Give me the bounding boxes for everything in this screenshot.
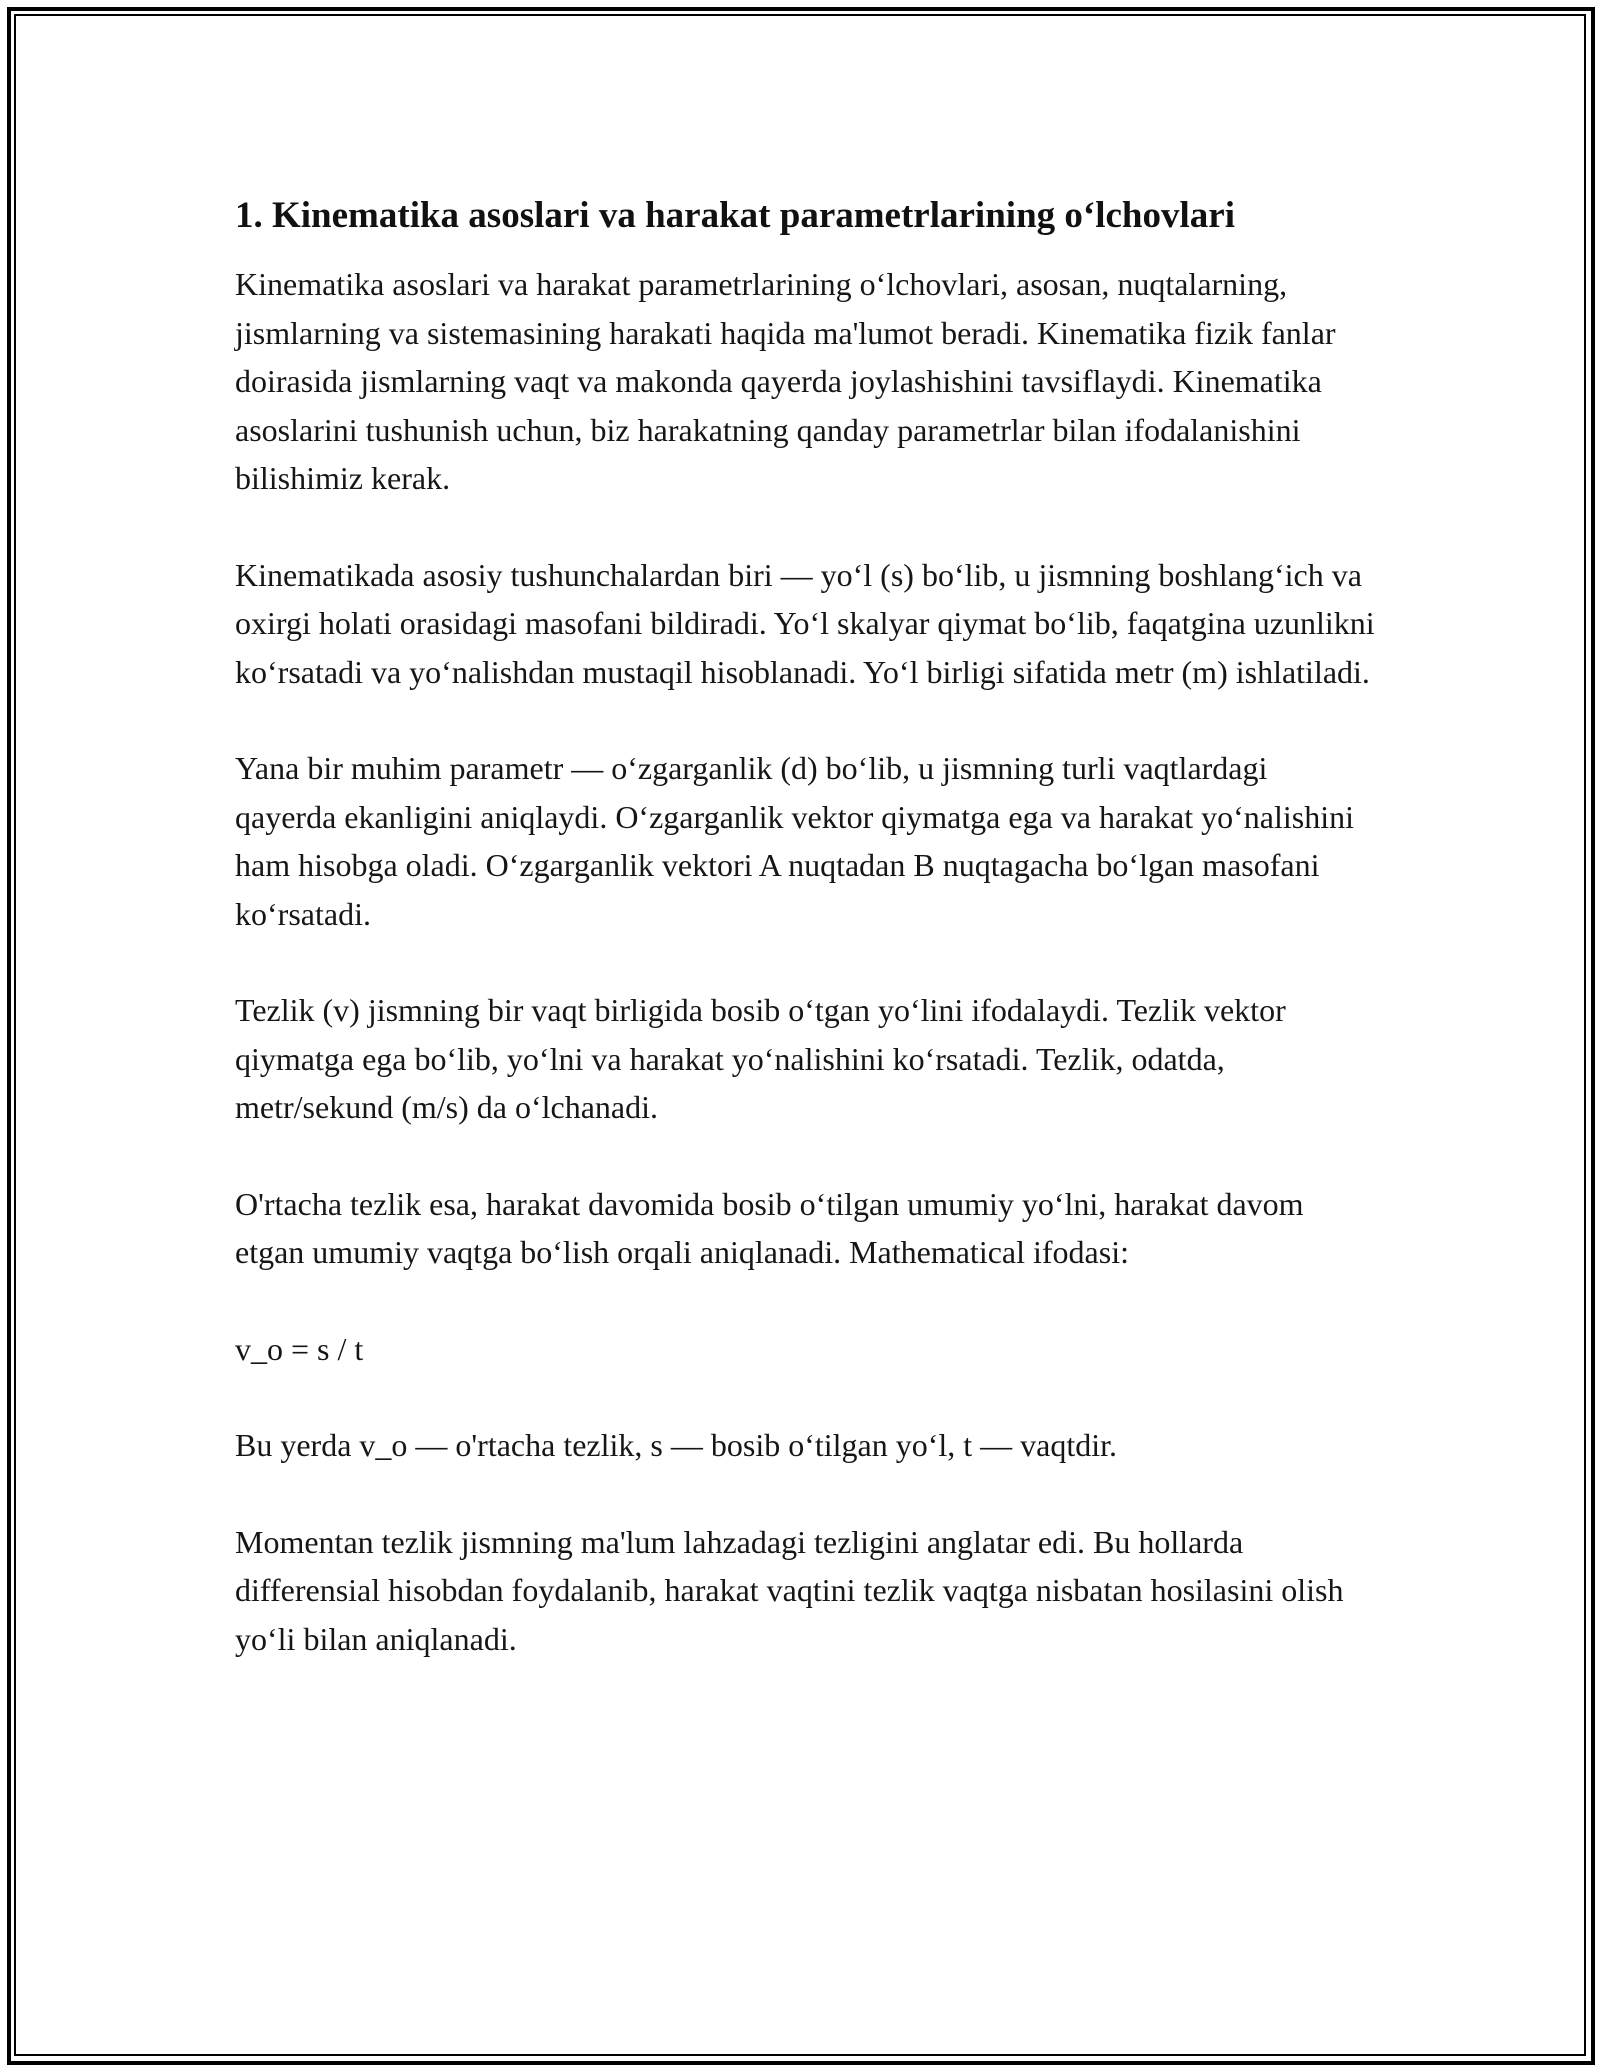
paragraph-instantaneous-velocity: Momentan tezlik jismning ma'lum lahzadagi tezligini anglatar edi. Bu hollarda differensial hisobdan foydalanib, harakat vaqtini tezlik vaqtga nisbatan hosilasini olish yo‘li bilan aniqlanadi. <box>235 1523 1344 1657</box>
paragraph-average-velocity: O'rtacha tezlik esa, harakat davomida bosib o‘tilgan umumiy yo‘lni, harakat davom etgan umumiy vaqtga bo‘lish orqali aniqlanadi. Mathematical ifodasi: <box>235 1185 1304 1270</box>
paragraph-intro: Kinematika asoslari va harakat parametrlarining o‘lchovlari, asosan, nuqtalarning, jismlarning va sistemasining harakati haqida ma'lumot beradi. Kinematika fizik fanlar doirasida jismlarning vaqt va makonda qayerda joylashishini tavsiflaydi. Kinematika asoslarini tushunish uchun, biz harakatning qanday parametrlar bilan ifodalanishini bilishimiz kerak. <box>235 266 1336 496</box>
formula-average-velocity: v_o = s / t <box>235 1330 364 1367</box>
paragraph-displacement: Yana bir muhim parametr — o‘zgarganlik (d) bo‘lib, u jismning turli vaqtlardagi qayerda ekanligini aniqlaydi. O‘zgarganlik vektor qiymatga ega va harakat yo‘nalishini ham hisobga oladi. O‘zgarganlik vektori A nuqtadan B nuqtagacha bo‘lgan masofani ko‘rsatadi. <box>235 750 1355 932</box>
section-heading: 1. Kinematika asoslari va harakat parametrlarining o‘lchovlari <box>235 195 1235 236</box>
document-body <box>235 188 1375 1711</box>
paragraph-formula-explanation: Bu yerda v_o — o'rtacha tezlik, s — bosib o‘tilgan yo‘l, t — vaqtdir. <box>235 1427 1118 1463</box>
paragraph-velocity: Tezlik (v) jismning bir vaqt birligida bosib o‘tgan yo‘lini ifodalaydi. Tezlik vektor qiymatga ega bo‘lib, yo‘lni va harakat yo‘nalishini ko‘rsatadi. Tezlik, odatda, metr/sekund (m/s) da o‘lchanadi. <box>235 992 1286 1125</box>
paragraph-path: Kinematikada asosiy tushunchalardan biri — yo‘l (s) bo‘lib, u jismning boshlang‘ich va oxirgi holati orasidagi masofani bildiradi. Yo‘l skalyar qiymat bo‘lib, faqatgina uzunlikni ko‘rsatadi va yo‘nalishdan mustaqil hisoblanadi. Yo‘l birligi sifatida metr (m) ishlatiladi. <box>235 556 1375 690</box>
